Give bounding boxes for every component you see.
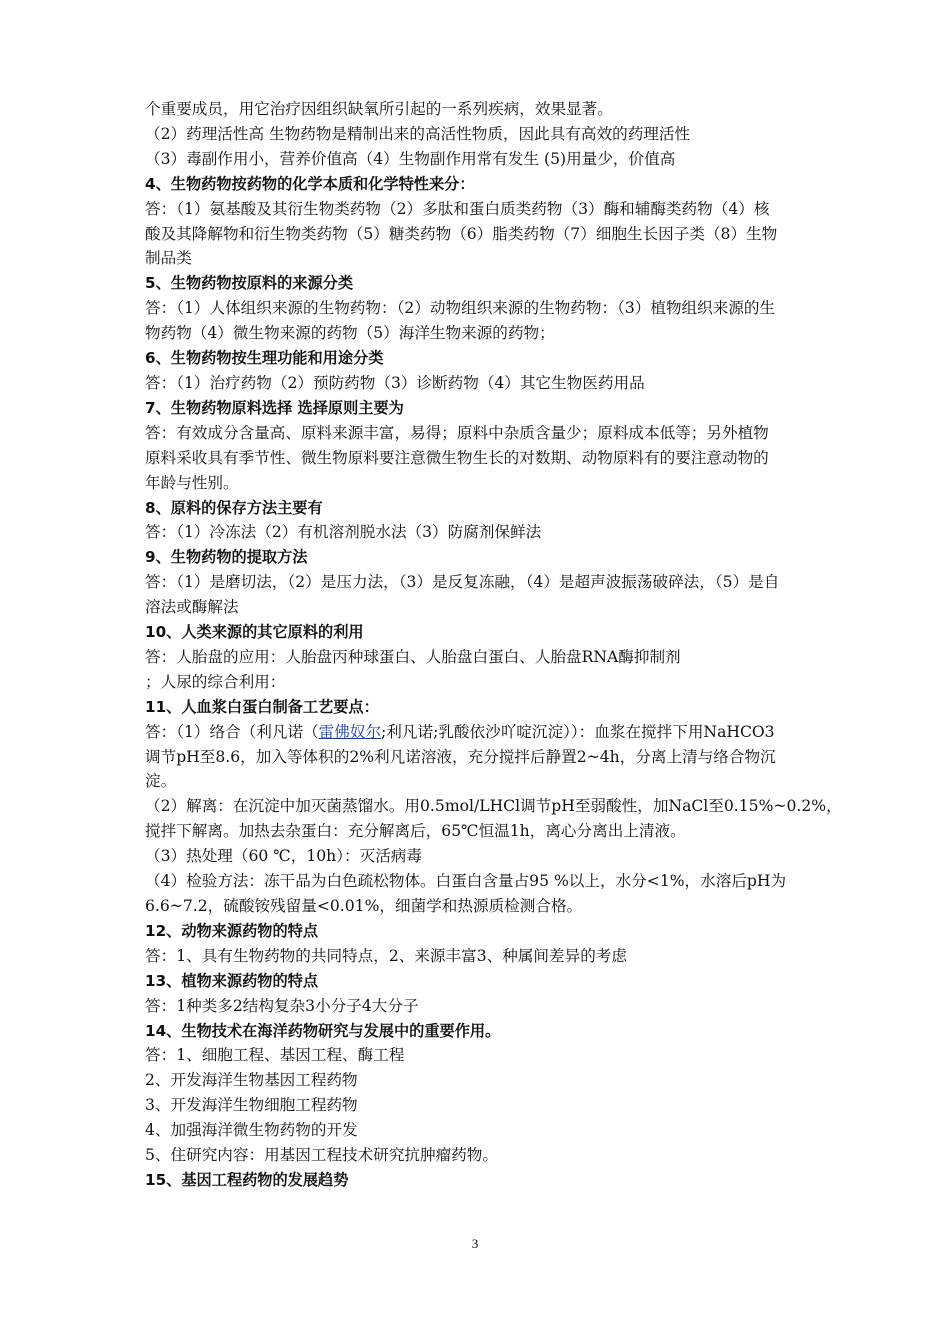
text-line: 答：有效成分含量高、原料来源丰富，易得；原料中杂质含量少；原料成本低等；另外植物: [145, 423, 769, 442]
text-line: 答：（1）治疗药物（2）预防药物（3）诊断药物（4）其它生物医药用品: [145, 373, 645, 392]
section-heading: 7、生物药物原料选择 选择原则主要为: [145, 398, 404, 417]
text-line: 答：1种类多2结构复杂3小分子4大分子: [145, 996, 419, 1015]
section-heading: 5、生物药物按原料的来源分类: [145, 274, 354, 293]
section-heading: 14、生物技术在海洋药物研究与发展中的重要作用。: [145, 1021, 501, 1040]
section-heading: 13、植物来源药物的特点: [145, 971, 319, 990]
text-line: 答：1、具有生物药物的共同特点，2、来源丰富3、种属间差异的考虑: [145, 946, 627, 965]
page-number: 3: [471, 1236, 479, 1251]
section-heading: 15、基因工程药物的发展趋势: [145, 1170, 349, 1189]
text-line: （3）热处理（60 ℃，10h）：灭活病毒: [145, 847, 422, 866]
text-line: 答：（1）冷冻法（2）有机溶剂脱水法（3）防腐剂保鲜法: [145, 523, 542, 542]
text-line: 2、开发海洋生物基因工程药物: [145, 1071, 358, 1090]
text-line: 答：（1）氨基酸及其衍生物类药物（2）多肽和蛋白质类药物（3）酶和辅酶类药物（4）核: [145, 199, 770, 218]
section-heading: 10、人类来源的其它原料的利用: [145, 623, 364, 642]
text-line: 个重要成员，用它治疗因组织缺氧所引起的一系列疾病，效果显著。: [145, 100, 613, 118]
text-line: （2）解离：在沉淀中加灭菌蒸馏水。用0.5mol/LHCl调节pH至弱酸性，加NaCl至0.15%~0.2%，: [145, 797, 842, 816]
text-line: 5、住研究内容：用基因工程技术研究抗肿瘤药物。: [145, 1146, 498, 1165]
text-line: 制品类: [145, 249, 192, 268]
text-line: 搅拌下解离。加热去杂蛋白：充分解离后，65℃恒温1h，离心分离出上清液。: [145, 822, 686, 841]
text-line: 答：人胎盘的应用：人胎盘丙种球蛋白、人胎盘白蛋白、人胎盘RNA酶抑制剂: [145, 647, 681, 666]
text-line: ；人尿的综合利用：: [145, 672, 286, 691]
text-line: 答：（1）是磨切法，（2）是压力法，（3）是反复冻融，（4）是超声波振荡破碎法，（5）是自: [145, 573, 780, 592]
text-line: 原料采收具有季节性、微生物原料要注意微生物生长的对数期、动物原料有的要注意动物的: [145, 448, 769, 467]
text-line: 溶法或酶解法: [145, 598, 239, 617]
text-line: 3、开发海洋生物细胞工程药物: [145, 1096, 358, 1115]
text-line: 4、加强海洋微生物药物的开发: [145, 1121, 358, 1140]
line-suffix: ;利凡诺;乳酸依沙吖啶沉淀））：血浆在搅拌下用NaHCO3: [381, 722, 775, 741]
text-line: 6.6~7.2，硫酸铵残留量<0.01%，细菌学和热源质检测合格。: [145, 897, 583, 915]
line-prefix: 答：（1）络合（利凡诺（: [145, 722, 319, 741]
text-line: [145, 720, 825, 745]
text-line: 年龄与性别。: [145, 473, 239, 492]
text-line: 答：（1）人体组织来源的生物药物：（2）动物组织来源的生物药物：（3）植物组织来源的生: [145, 299, 776, 318]
text-line: （3）毒副作用小，营养价值高（4）生物副作用常有发生 (5)用量少，价值高: [145, 149, 676, 168]
text-line: （2）药理活性高 生物药物是精制出来的高活性物质，因此具有高效的药理活性: [145, 124, 691, 143]
document-body: [145, 97, 842, 1193]
text-line: 调节pH至8.6，加入等体积的2%利凡诺溶液，充分搅拌后静置2~4h，分离上清与络合物沉: [145, 747, 776, 766]
section-heading: 9、生物药物的提取方法: [145, 548, 308, 567]
text-line: 答：1、细胞工程、基因工程、酶工程: [145, 1046, 405, 1065]
section-heading: 8、原料的保存方法主要有: [145, 498, 323, 517]
hyperlink[interactable]: 雷佛奴尔: [318, 722, 382, 741]
text-line: 淀。: [145, 772, 177, 791]
section-heading: 4、生物药物按药物的化学本质和化学特性来分：: [145, 174, 475, 193]
section-heading: 6、生物药物按生理功能和用途分类: [145, 349, 384, 368]
section-heading: 11、人血浆白蛋白制备工艺要点：: [145, 697, 379, 716]
text-line: （4）检验方法：冻干品为白色疏松物体。白蛋白含量占95 %以上，水分<1%，水溶后pH为: [145, 872, 787, 891]
text-line: 物药物（4）微生物来源的药物（5）海洋生物来源的药物；: [145, 324, 555, 343]
text-line: 酸及其降解物和衍生物类药物（5）糖类药物（6）脂类药物（7）细胞生长因子类（8）生物: [145, 224, 778, 243]
section-heading: 12、动物来源药物的特点: [145, 921, 319, 940]
